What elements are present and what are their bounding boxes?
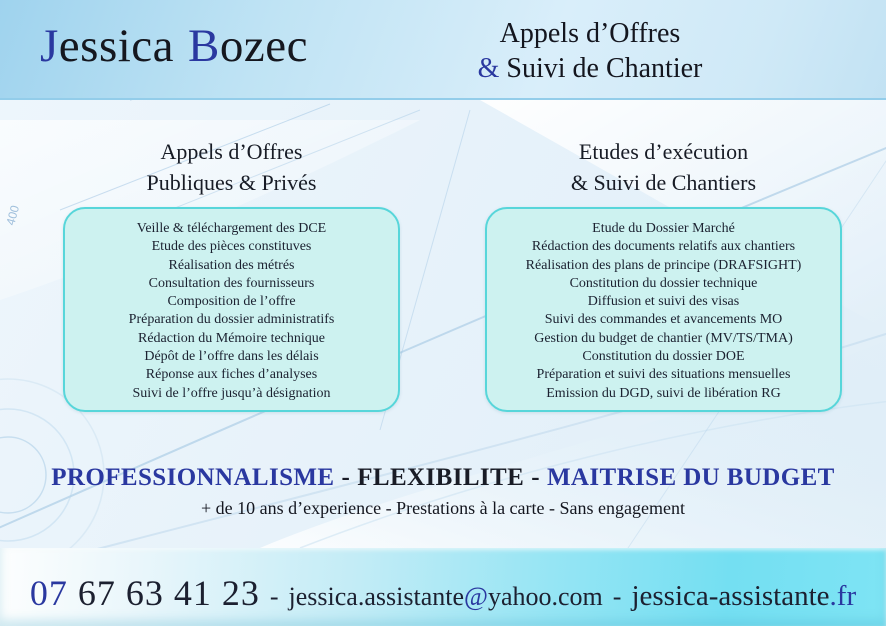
brand-name xyxy=(40,16,308,76)
footer-separator: - xyxy=(269,582,279,611)
tagline-maitrise-du-budget: MAITRISE DU BUDGET xyxy=(546,464,835,491)
header-title-ampersand: & xyxy=(477,53,500,84)
right-service-box xyxy=(485,207,842,412)
brand-last-rest: ozec xyxy=(219,20,308,72)
email-host: yahoo.com xyxy=(487,582,603,611)
footer-contact-band xyxy=(0,548,886,626)
email-address xyxy=(289,582,603,612)
right-heading-line1: Etudes d’exécution xyxy=(578,139,749,164)
header-title-line1: Appels d’Offres xyxy=(499,18,681,49)
left-column-heading xyxy=(63,136,400,198)
email-user: jessica.assistante xyxy=(288,582,464,611)
tagline-separator: - xyxy=(531,464,540,491)
phone-number xyxy=(30,572,260,614)
brand-first-initial: J xyxy=(40,20,59,72)
website-name: jessica-assistante xyxy=(631,580,830,612)
website-tld: .fr xyxy=(829,580,857,612)
left-heading-line2: Publiques & Privés xyxy=(146,170,317,195)
right-heading-line2: & Suivi de Chantiers xyxy=(570,170,757,195)
phone-prefix: 07 xyxy=(29,573,68,613)
list-item: Gestion du budget de chantier (MV/TS/TMA) xyxy=(534,330,793,346)
list-item: Composition de l’offre xyxy=(167,294,296,310)
list-item: Veille & téléchargement des DCE xyxy=(136,221,327,236)
list-item: Etude du Dossier Marché xyxy=(592,221,735,236)
website-url xyxy=(631,580,856,613)
list-item: Dépôt de l’offre dans les délais xyxy=(144,349,319,365)
list-item: Consultation des fournisseurs xyxy=(148,275,315,291)
list-item: Rédaction des documents relatifs aux chantiers xyxy=(531,239,796,255)
list-item: Réalisation des métrés xyxy=(168,257,295,273)
footer-separator: - xyxy=(612,582,622,611)
tagline-flexibilite: FLEXIBILITE xyxy=(357,464,525,491)
left-service-list xyxy=(65,209,398,403)
list-item: Emission du DGD, suivi de libération RG xyxy=(546,385,781,401)
list-item: Suivi des commandes et avancements MO xyxy=(544,312,783,328)
right-service-list xyxy=(487,209,840,403)
tagline-professionnalisme: PROFESSIONNALISME xyxy=(51,464,335,491)
list-item: Etude des pièces constituves xyxy=(151,239,312,255)
list-item: Réalisation des plans de principe (DRAFSIGHT) xyxy=(525,257,802,273)
experience-subline: + de 10 ans d’experience - Prestations à la carte - Sans engagement xyxy=(201,498,685,518)
list-item: Suivi de l’offre jusqu’à désignation xyxy=(132,385,331,401)
list-item: Réponse aux fiches d’analyses xyxy=(145,367,318,383)
plan-annotation-left: 400 xyxy=(3,203,23,227)
list-item: Rédaction du Mémoire technique xyxy=(138,330,325,346)
email-at-sign: @ xyxy=(464,582,488,611)
right-column-heading xyxy=(485,136,842,198)
list-item: Constitution du dossier DOE xyxy=(582,349,745,365)
left-heading-line1: Appels d’Offres xyxy=(160,139,303,164)
list-item: Préparation du dossier administratifs xyxy=(128,312,335,328)
header-title xyxy=(420,16,760,86)
list-item: Constitution du dossier technique xyxy=(569,275,758,291)
phone-rest: 67 63 41 23 xyxy=(67,573,260,613)
tagline-separator: - xyxy=(341,464,351,491)
list-item: Préparation et suivi des situations mensuelles xyxy=(536,367,791,383)
left-service-box xyxy=(63,207,400,412)
header-title-line2 xyxy=(420,51,760,86)
brand-last-initial: B xyxy=(188,20,220,72)
tagline xyxy=(0,464,886,492)
list-item: Diffusion et suivi des visas xyxy=(587,294,740,310)
header-title-line2-text: Suivi de Chantier xyxy=(499,53,703,84)
brand-first-rest: essica xyxy=(58,20,175,72)
